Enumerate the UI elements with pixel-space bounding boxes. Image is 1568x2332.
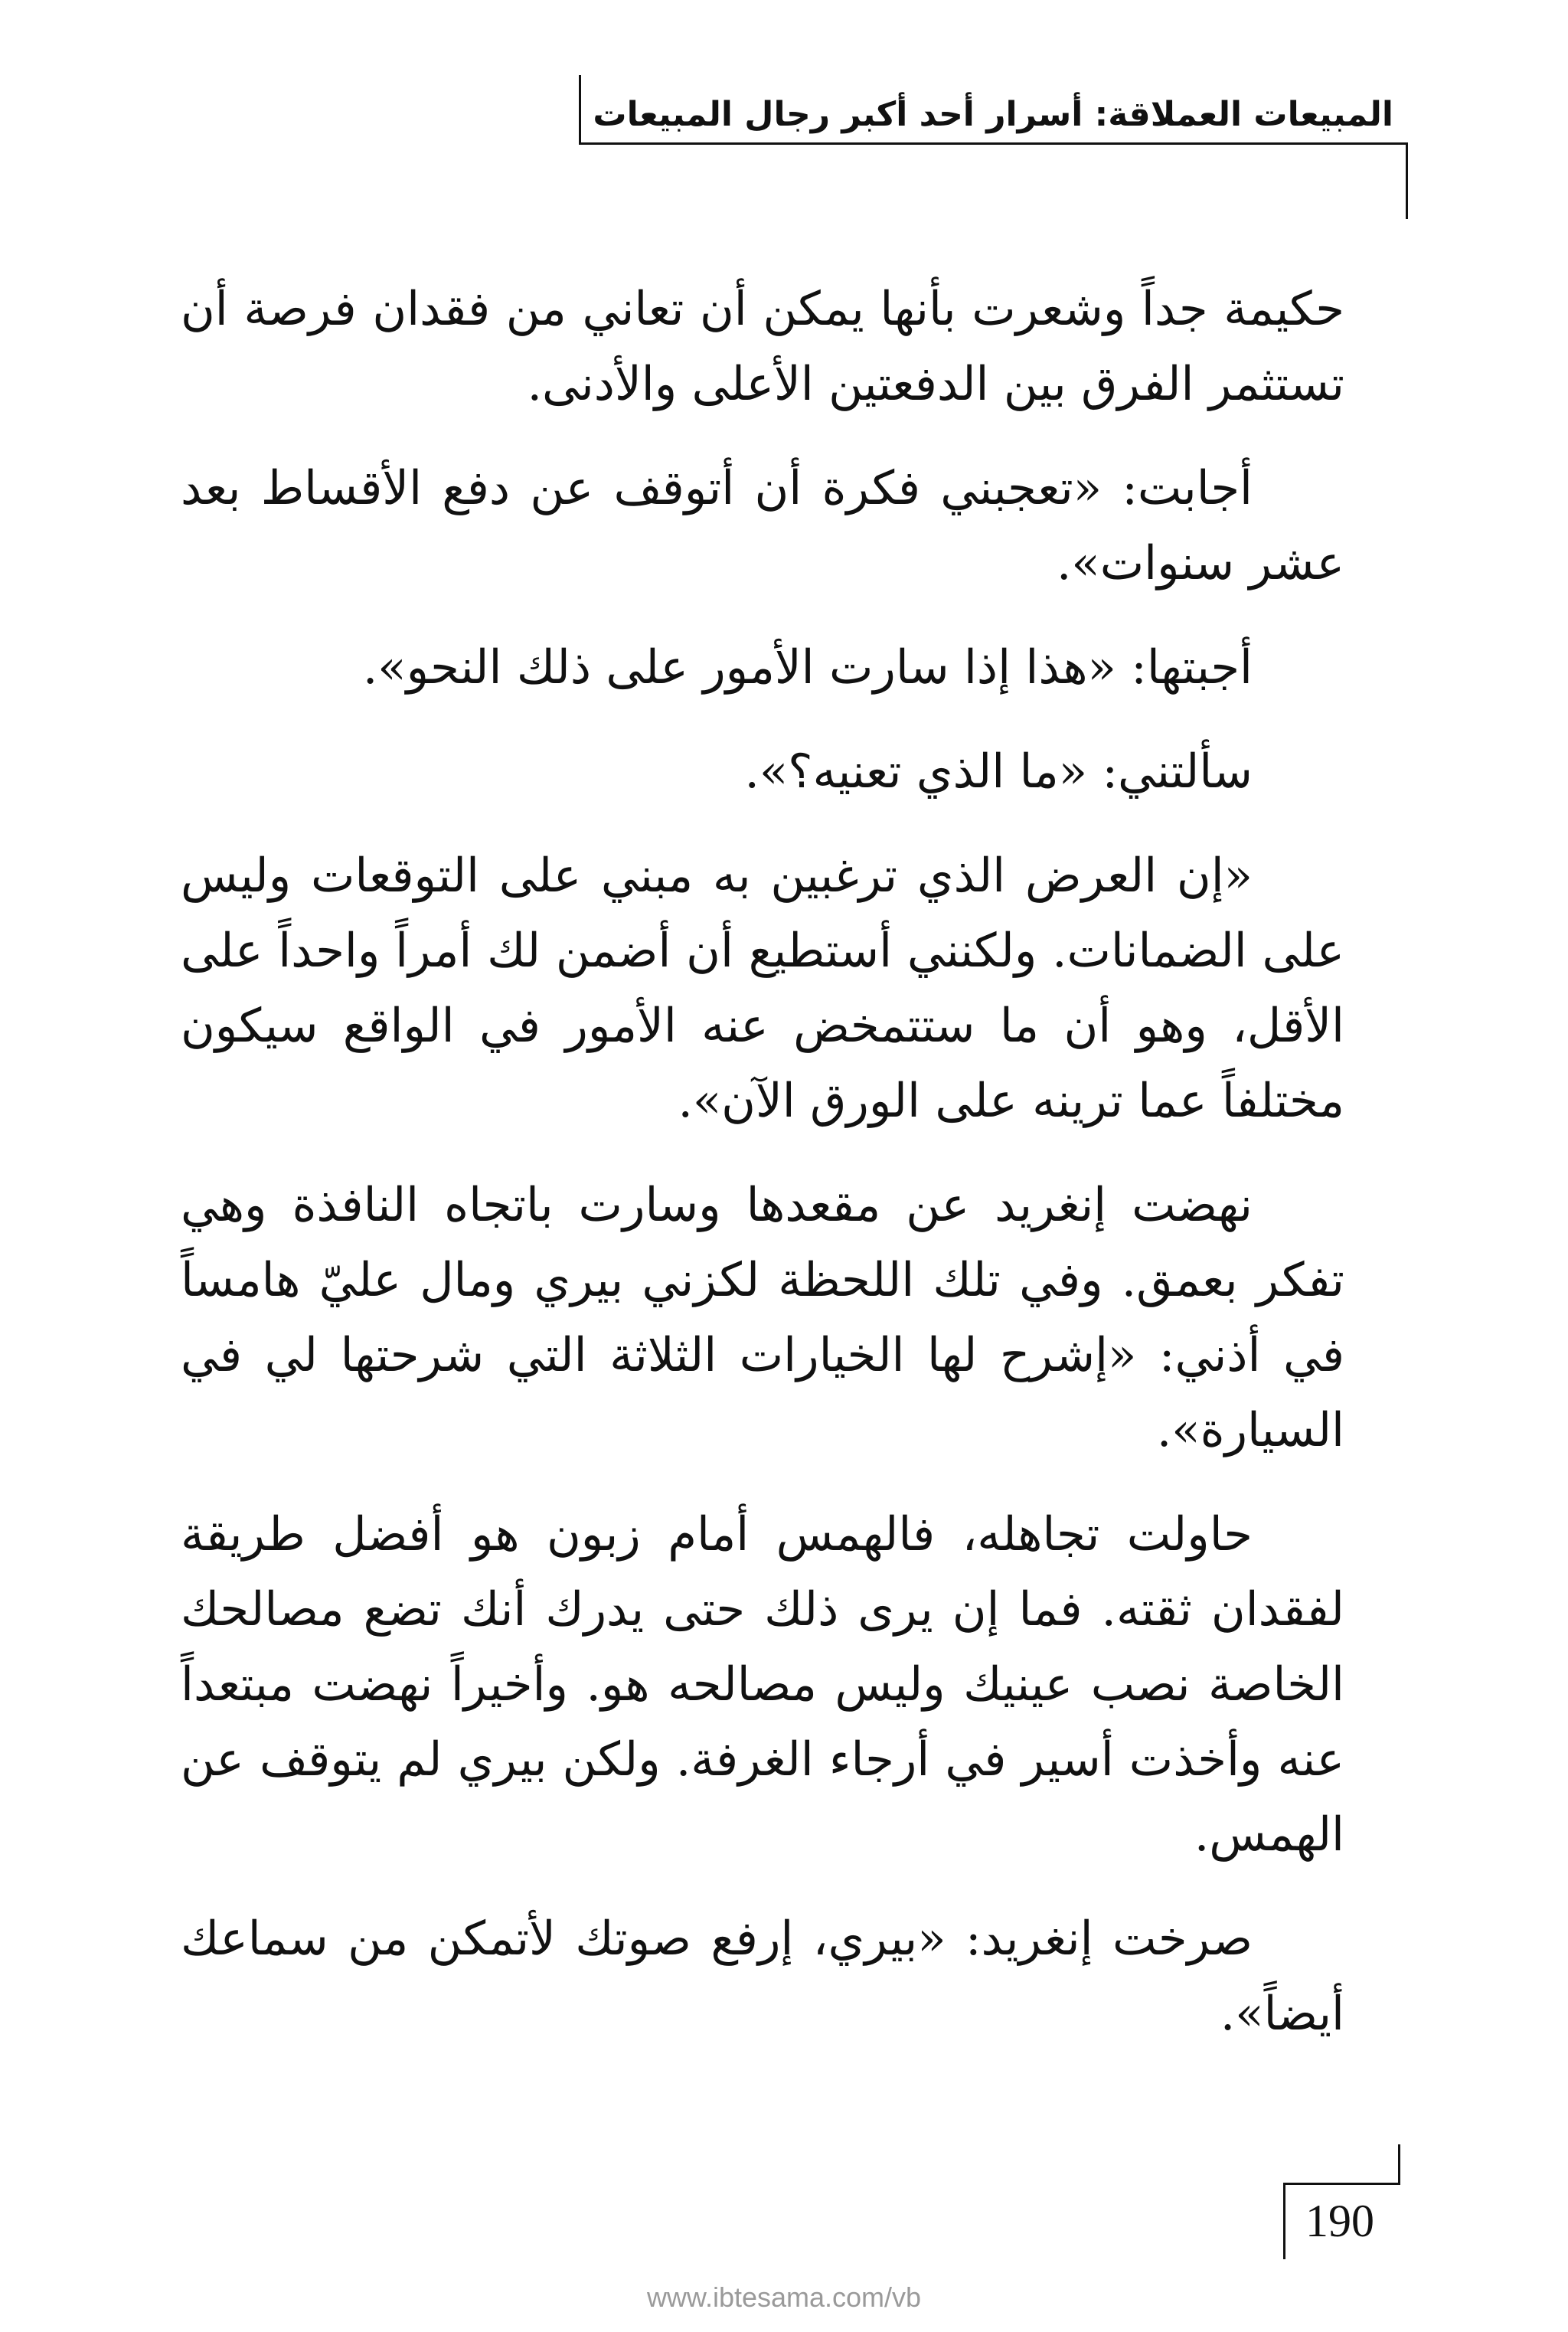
page-body: [181, 272, 1344, 2081]
header-rule: [579, 142, 1407, 145]
watermark-link: www.ibtesama.com/vb: [646, 2281, 922, 2313]
footer-rule: [1283, 2183, 1400, 2185]
header-title: المبيعات العملاقة: أسرار أحد أكبر رجال المبيعات: [593, 95, 1393, 134]
paragraph-5: «إن العرض الذي ترغبين به مبني على التوقعات وليس على الضمانات. ولكنني أستطيع أن أضمن لك أمراً واحداً على الأقل، وهو أن ما ستتمخض عنه الأمور في الواقع سيكون مختلفاً عما ترينه على الورق الآن».: [181, 849, 1344, 1128]
paragraph-2: أجابت: «تعجبني فكرة أن أتوقف عن دفع الأقساط بعد عشر سنوات».: [181, 461, 1344, 590]
page-number-rule: [1283, 2183, 1285, 2259]
paragraph-6: نهضت إنغريد عن مقعدها وسارت باتجاه النافذة وهي تفكر بعمق. وفي تلك اللحظة لكزني بيري ومال عليّ هامساً في أذني: «إشرح لها الخيارات الثلاثة التي شرحتها لي في السيارة».: [181, 1178, 1344, 1457]
paragraph-3: أجبتها: «هذا إذا سارت الأمور على ذلك النحو».: [362, 640, 1253, 695]
footer-rule-right: [1398, 2144, 1400, 2183]
paragraph-7: حاولت تجاهله، فالهمس أمام زبون هو أفضل طريقة لفقدان ثقته. فما إن يرى ذلك حتى يدرك أنك تضع مصالحك الخاصة نصب عينيك وليس مصالحه هو. وأخيراً نهضت مبتعداً عنه وأخذت أسير في أرجاء الغرفة. ولكن بيري لم يتوقف عن الهمس.: [181, 1507, 1344, 1862]
paragraph-8: صرخت إنغريد: «بيري، إرفع صوتك لأتمكن من سماعك أيضاً».: [181, 1912, 1344, 2041]
header-rule-left: [579, 75, 581, 144]
header-rule-right: [1406, 142, 1408, 219]
paragraph-1: حكيمة جداً وشعرت بأنها يمكن أن تعاني من فقدان فرصة أن تستثمر الفرق بين الدفعتين الأعلى والأدنى.: [181, 282, 1344, 411]
paragraph-4: سألتني: «ما الذي تعنيه؟».: [744, 744, 1253, 799]
page-number: 190: [1305, 2196, 1374, 2246]
